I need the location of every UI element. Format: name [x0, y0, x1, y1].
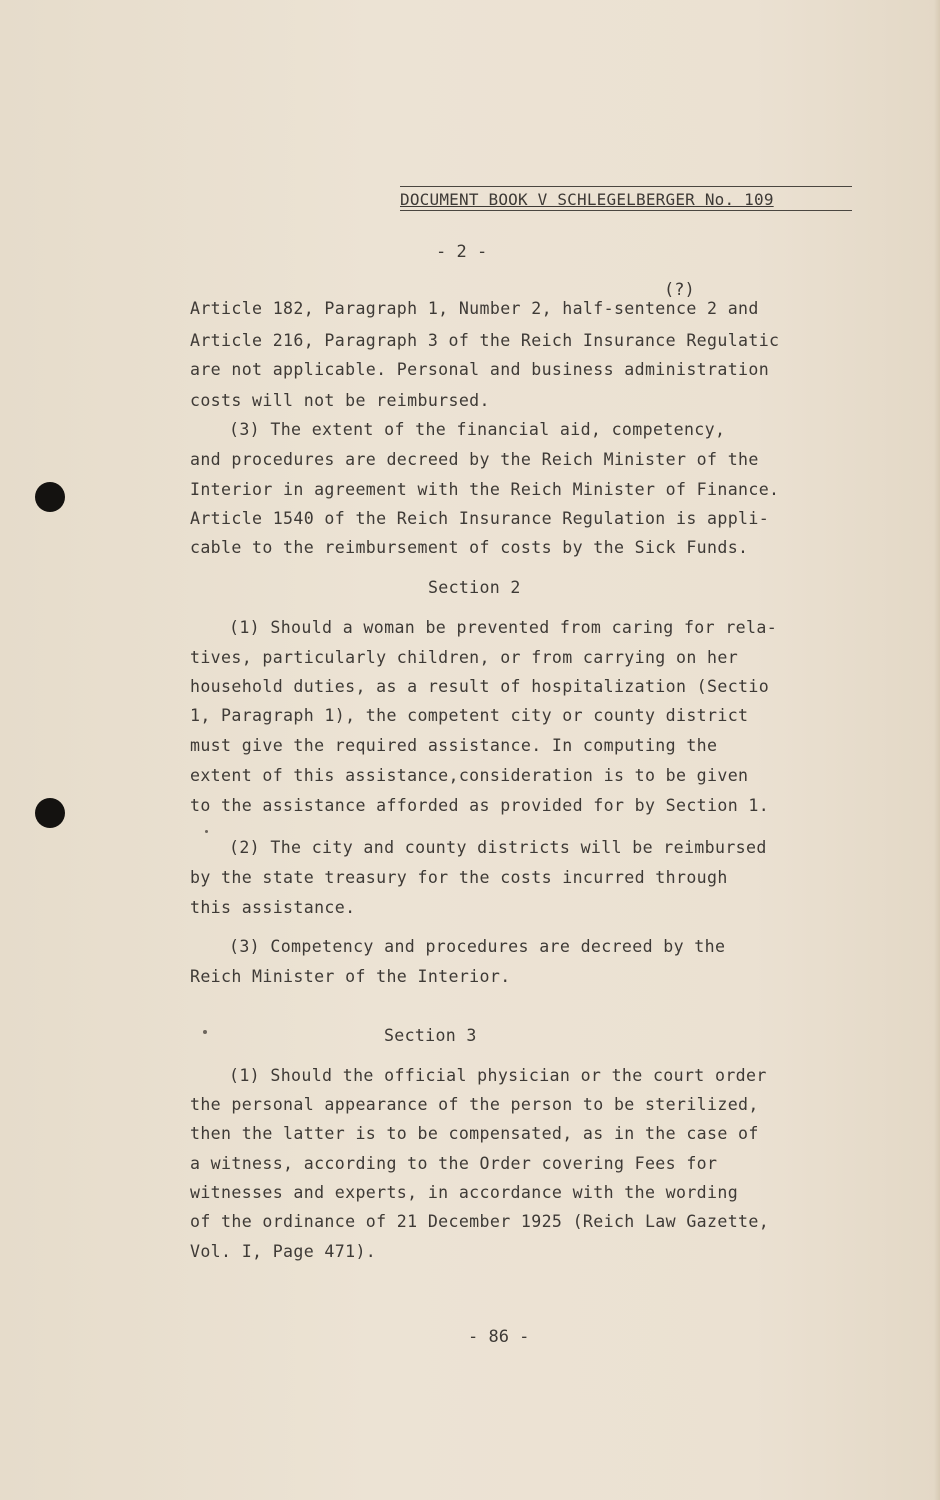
- section-heading: Section 3: [384, 1026, 477, 1045]
- body-line: cable to the reimbursement of costs by the Sick Funds.: [190, 538, 749, 557]
- body-line: of the ordinance of 21 December 1925 (Reich Law Gazette,: [190, 1212, 770, 1231]
- document-reference-header: DOCUMENT BOOK V SCHLEGELBERGER No. 109: [400, 186, 852, 211]
- body-line: and procedures are decreed by the Reich Minister of the: [190, 450, 759, 469]
- ink-speck: [203, 1030, 207, 1034]
- body-line: Article 1540 of the Reich Insurance Regulation is appli-: [190, 509, 770, 528]
- body-line: (3) The extent of the financial aid, competency,: [229, 420, 726, 439]
- body-line: by the state treasury for the costs incurred through: [190, 868, 728, 887]
- ink-speck: [205, 830, 208, 833]
- body-line: this assistance.: [190, 898, 356, 917]
- body-line: (2) The city and county districts will be reimbursed: [229, 838, 767, 857]
- body-line: tives, particularly children, or from carrying on her: [190, 648, 739, 667]
- body-line: 1, Paragraph 1), the competent city or county district: [190, 706, 749, 725]
- handwritten-annotation: (?): [664, 280, 695, 300]
- body-line: must give the required assistance. In computing the: [190, 736, 718, 755]
- body-line: (3) Competency and procedures are decreed by the: [229, 937, 726, 956]
- body-line: are not applicable. Personal and business administration: [190, 360, 770, 379]
- page-marker: - 2 -: [436, 242, 488, 262]
- body-line: Reich Minister of the Interior.: [190, 967, 511, 986]
- body-line: household duties, as a result of hospitalization (Sectio: [190, 677, 770, 696]
- body-line: extent of this assistance,consideration is to be given: [190, 766, 749, 785]
- punch-hole-top: [35, 482, 65, 512]
- page-number: - 86 -: [468, 1327, 530, 1347]
- body-line: Article 216, Paragraph 3 of the Reich Insurance Regulatic: [190, 331, 780, 350]
- body-line: to the assistance afforded as provided for by Section 1.: [190, 796, 770, 815]
- body-line: Vol. I, Page 471).: [190, 1242, 377, 1261]
- body-line: the personal appearance of the person to be sterilized,: [190, 1095, 759, 1114]
- section-heading: Section 2: [428, 578, 521, 597]
- body-line: costs will not be reimbursed.: [190, 391, 490, 410]
- body-line: witnesses and experts, in accordance with the wording: [190, 1183, 739, 1202]
- body-line: Article 182, Paragraph 1, Number 2, half-sentence 2 and: [190, 299, 759, 318]
- body-line: Interior in agreement with the Reich Minister of Finance.: [190, 480, 780, 499]
- body-line: then the latter is to be compensated, as in the case of: [190, 1124, 759, 1143]
- punch-hole-bottom: [35, 798, 65, 828]
- body-line: (1) Should a woman be prevented from caring for rela-: [229, 618, 778, 637]
- body-line: (1) Should the official physician or the court order: [229, 1066, 767, 1085]
- page-edge: [934, 0, 940, 1500]
- body-line: a witness, according to the Order covering Fees for: [190, 1154, 718, 1173]
